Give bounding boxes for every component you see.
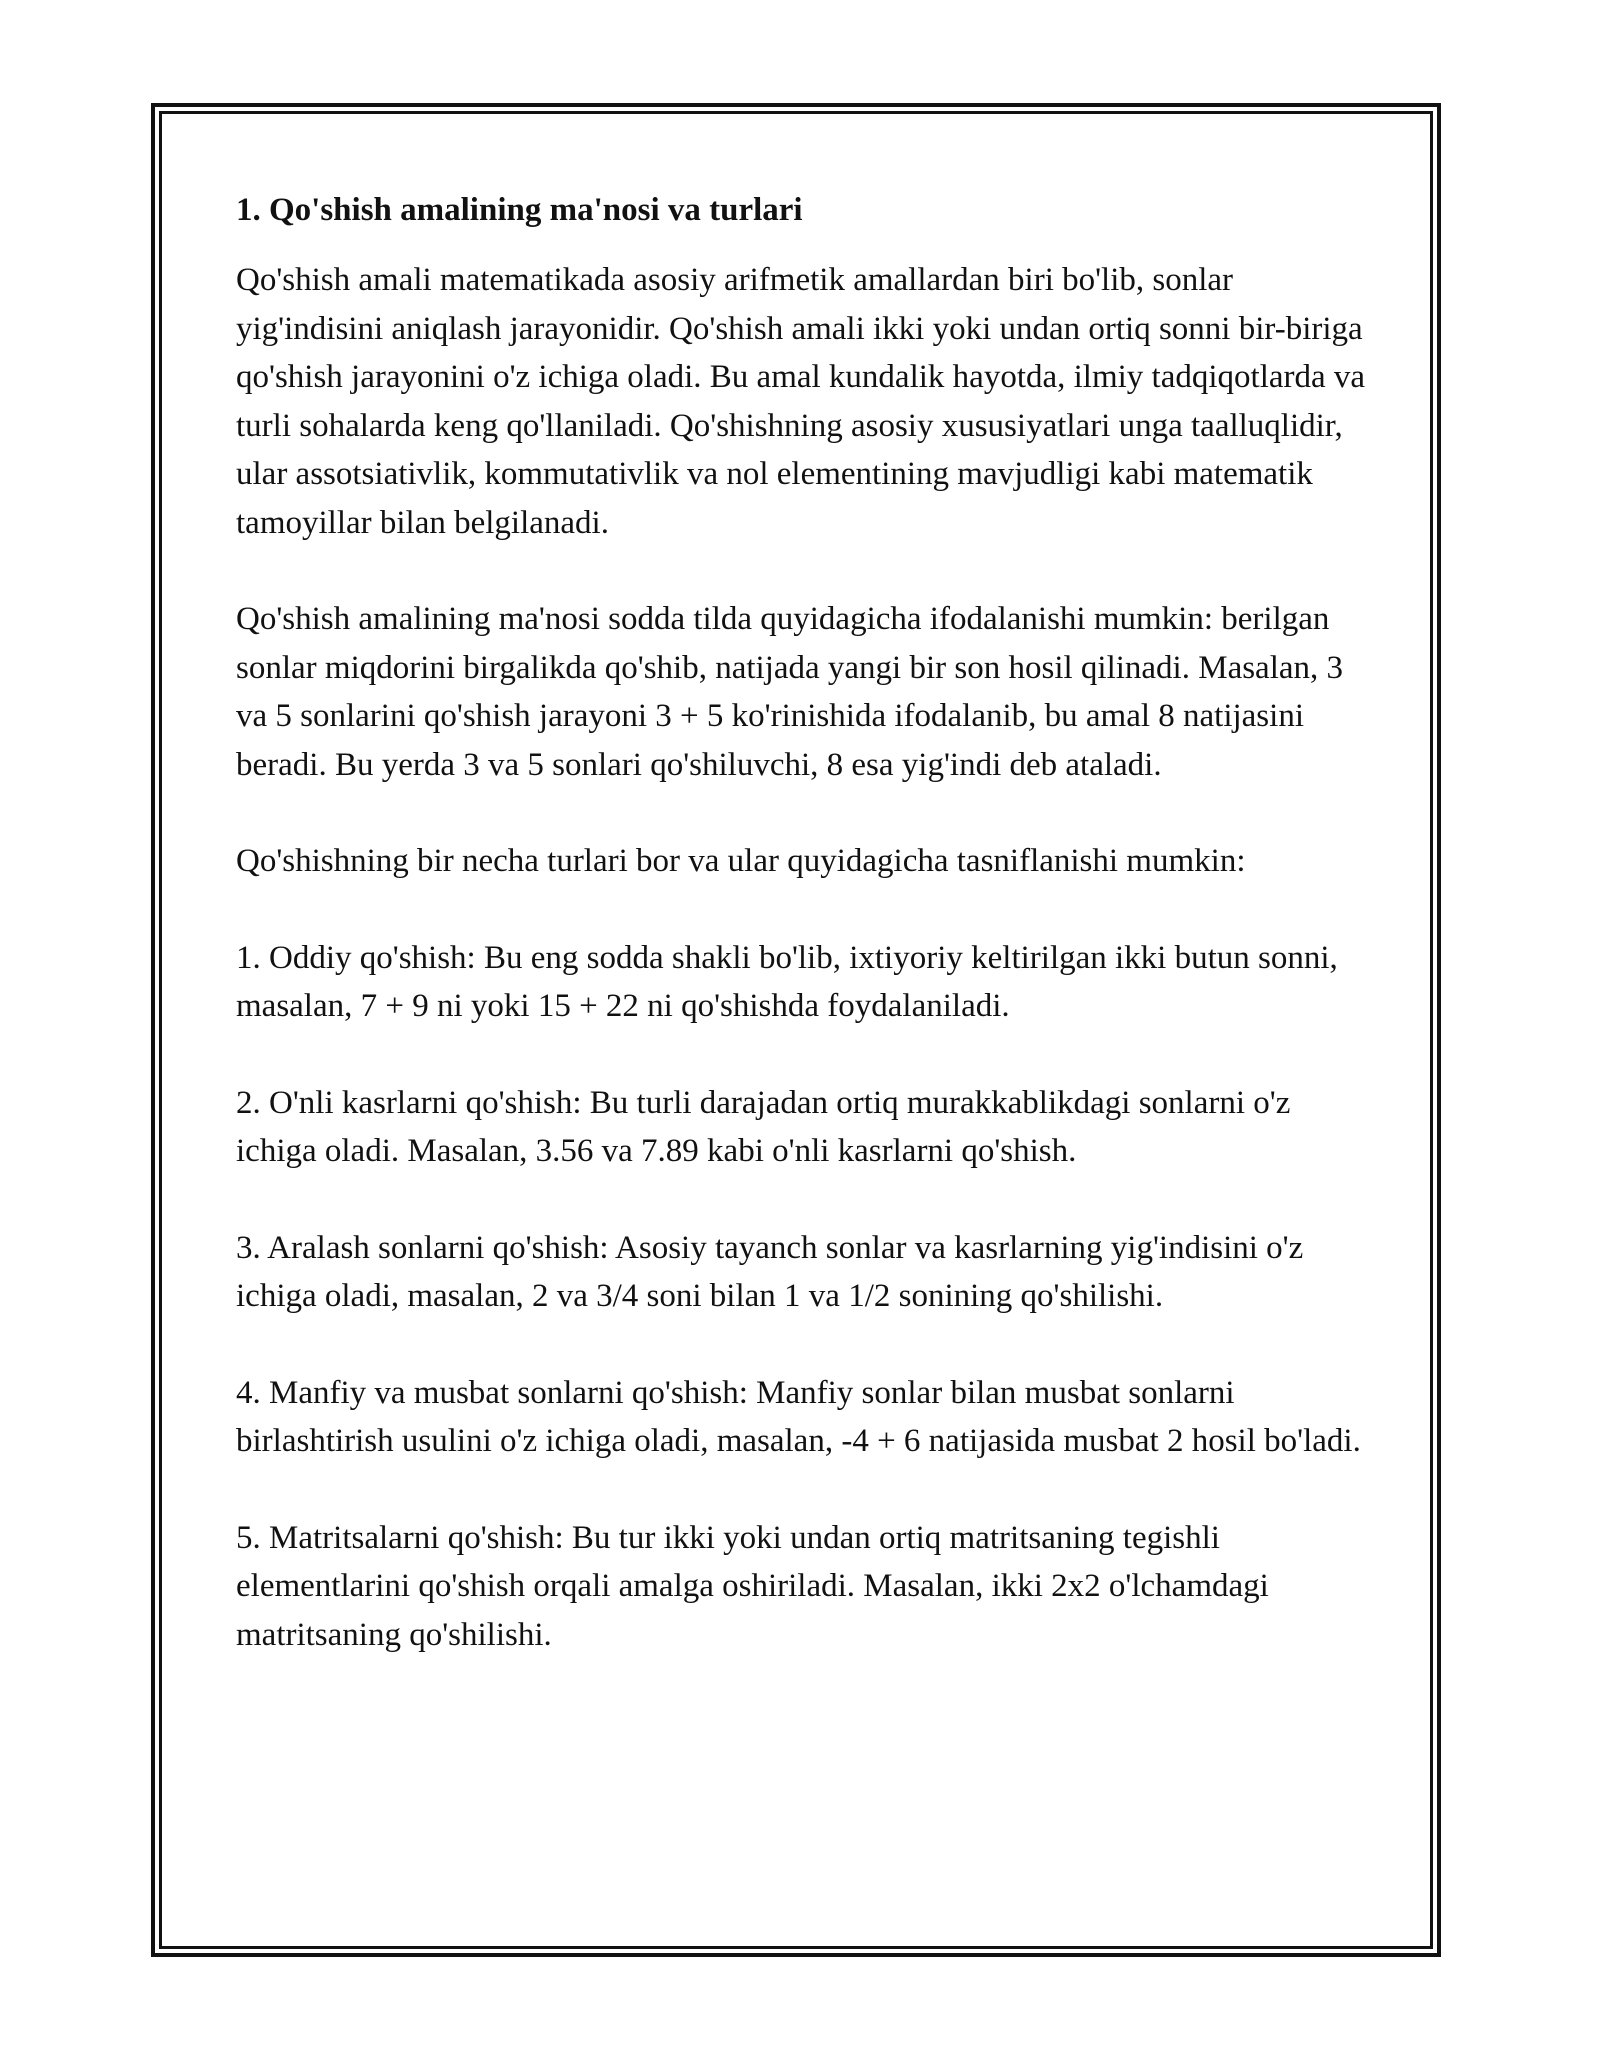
list-item-matrix-addition: 5. Matritsalarni qo'shish: Bu tur ikki yoki undan ortiq matritsaning tegishli elementlarini qo'shish orqali amalga oshiriladi. Masalan, ikki 2x2 o'lchamdagi matritsaning qo'shilishi. [236,1519,1269,1653]
section-heading: 1. Qo'shish amalining ma'nosi va turlari [236,192,803,228]
paragraph-meaning: Qo'shish amalining ma'nosi sodda tilda quyidagicha ifodalanishi mumkin: berilgan sonlar miqdorini birgalikda qo'shib, natijada yangi bir son hosil qilinadi. Masalan, 3 va 5 sonlarini qo'shish jarayoni 3 + 5 ko'rinishida ifodalanib, bu amal 8 natijasini beradi. Bu yerda 3 va 5 sonlari qo'shiluvchi, 8 esa yig'indi deb ataladi. [236,601,1344,783]
list-item-mixed-number-addition: 3. Aralash sonlarni qo'shish: Asosiy tayanch sonlar va kasrlarning yig'indisini o'z ichiga oladi, masalan, 2 va 3/4 soni bilan 1 va 1/2 sonining qo'shilishi. [236,1229,1304,1314]
list-item-simple-addition: 1. Oddiy qo'shish: Bu eng sodda shakli bo'lib, ixtiyoriy keltirilgan ikki butun sonni, masalan, 7 + 9 ni yoki 15 + 22 ni qo'shishda foydalaniladi. [236,939,1338,1024]
document-body [236,186,1366,1707]
paragraph-types-intro: Qo'shishning bir necha turlari bor va ular quyidagicha tasniflanishi mumkin: [236,843,1246,879]
list-item-signed-number-addition: 4. Manfiy va musbat sonlarni qo'shish: Manfiy sonlar bilan musbat sonlarni birlashtirish usulini o'z ichiga oladi, masalan, -4 + 6 natijasida musbat 2 hosil bo'ladi. [236,1374,1361,1459]
paragraph-intro: Qo'shish amali matematikada asosiy arifmetik amallardan biri bo'lib, sonlar yig'indisini aniqlash jarayonidir. Qo'shish amali ikki yoki undan ortiq sonni bir-biriga qo'shish jarayonini o'z ichiga oladi. Bu amal kundalik hayotda, ilmiy tadqiqotlarda va turli sohalarda keng qo'llaniladi. Qo'shishning asosiy xususiyatlari unga taalluqlidir, ular assotsiativlik, kommutativlik va nol elementining mavjudligi kabi matematik tamoyillar bilan belgilanadi. [236,262,1366,541]
list-item-decimal-addition: 2. O'nli kasrlarni qo'shish: Bu turli darajadan ortiq murakkablikdagi sonlarni o'z ichiga oladi. Masalan, 3.56 va 7.89 kabi o'nli kasrlarni qo'shish. [236,1084,1291,1169]
